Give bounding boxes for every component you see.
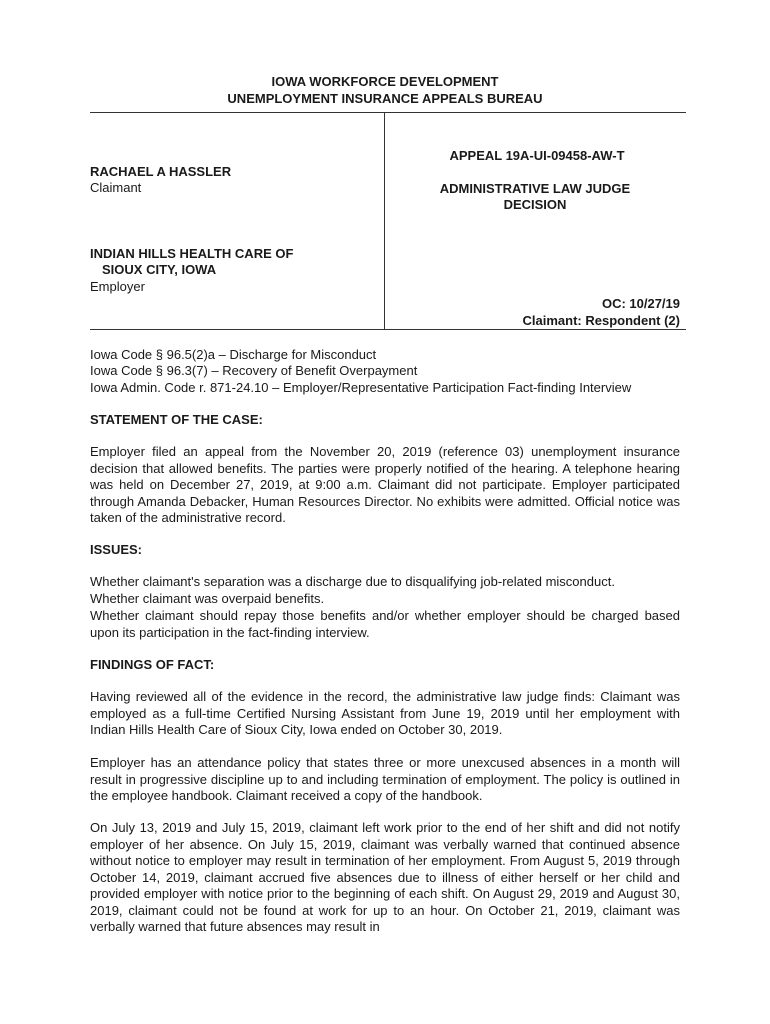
- caption-top-rule: [90, 112, 686, 113]
- document-header: [0, 73, 770, 107]
- issue-item: Whether claimant's separation was a discharge due to disqualifying job-related misconduct.: [90, 574, 615, 589]
- findings-paragraph: Employer has an attendance policy that states three or more unexcused absences in a month will result in progressive discipline up to and including termination of employment. The policy is outlined in the employee handbook. Claimant received a copy of the handbook.: [90, 755, 680, 803]
- appeal-number: APPEAL 19A-UI-09458-AW-T: [449, 148, 625, 163]
- oc-date: OC: 10/27/19: [601, 296, 680, 311]
- employer-name-line2: SIOUX CITY, IOWA: [102, 262, 217, 277]
- caption-divider: [384, 112, 385, 329]
- employer-role: Employer: [90, 279, 145, 294]
- employer-name-line1: INDIAN HILLS HEALTH CARE OF: [90, 246, 294, 261]
- code-citation: Iowa Code § 96.3(7) – Recovery of Benefit Overpayment: [90, 363, 418, 378]
- bureau-name: UNEMPLOYMENT INSURANCE APPEALS BUREAU: [227, 91, 543, 106]
- claimant-status: Claimant: Respondent (2): [522, 313, 680, 328]
- statement-heading: STATEMENT OF THE CASE:: [90, 412, 263, 427]
- decision-title-line1: ADMINISTRATIVE LAW JUDGE: [439, 181, 631, 196]
- decision-title-line2: DECISION: [503, 197, 567, 212]
- issues-heading: ISSUES:: [90, 542, 143, 557]
- issue-item: Whether claimant should repay those benefits and/or whether employer should be charged based upon its participation in the fact-finding interview.: [90, 608, 680, 640]
- findings-heading: FINDINGS OF FACT:: [90, 657, 215, 672]
- statement-paragraph: Employer filed an appeal from the November 20, 2019 (reference 03) unemployment insurance decision that allowed benefits. The parties were properly notified of the hearing. A telephone hearing was held on December 27, 2019, at 9:00 a.m. Claimant did not participate. Employer participated through Amanda Debacker, Human Resources Director. No exhibits were admitted. Official notice was taken of the administrative record.: [90, 444, 680, 525]
- findings-paragraph: On July 13, 2019 and July 15, 2019, claimant left work prior to the end of her shift and did not notify employer of her absence. On July 15, 2019, claimant was verbally warned that continued absence without notice to employer may result in termination of her employment. From August 5, 2019 through October 14, 2019, claimant accrued five absences due to illness of either herself or her child and provided employer with notice prior to the beginning of each shift. On August 29, 2019 and August 30, 2019, claimant could not be found at work for up to an hour. On October 21, 2019, claimant was verbally warned that future absences may result in: [90, 820, 680, 934]
- claimant-name: RACHAEL A HASSLER: [90, 164, 232, 179]
- issue-item: Whether claimant was overpaid benefits.: [90, 591, 325, 606]
- code-citation: Iowa Code § 96.5(2)a – Discharge for Misconduct: [90, 347, 377, 362]
- findings-paragraph: Having reviewed all of the evidence in the record, the administrative law judge finds: Claimant was employed as a full-time Certified Nursing Assistant from June 19, 2019 until her employment with Indian Hills Health Care of Sioux City, Iowa ended on October 30, 2019.: [90, 689, 680, 737]
- claimant-role: Claimant: [90, 180, 142, 195]
- code-citation: Iowa Admin. Code r. 871-24.10 – Employer/Representative Participation Fact-finding Interview: [90, 380, 632, 395]
- agency-name: IOWA WORKFORCE DEVELOPMENT: [271, 74, 499, 89]
